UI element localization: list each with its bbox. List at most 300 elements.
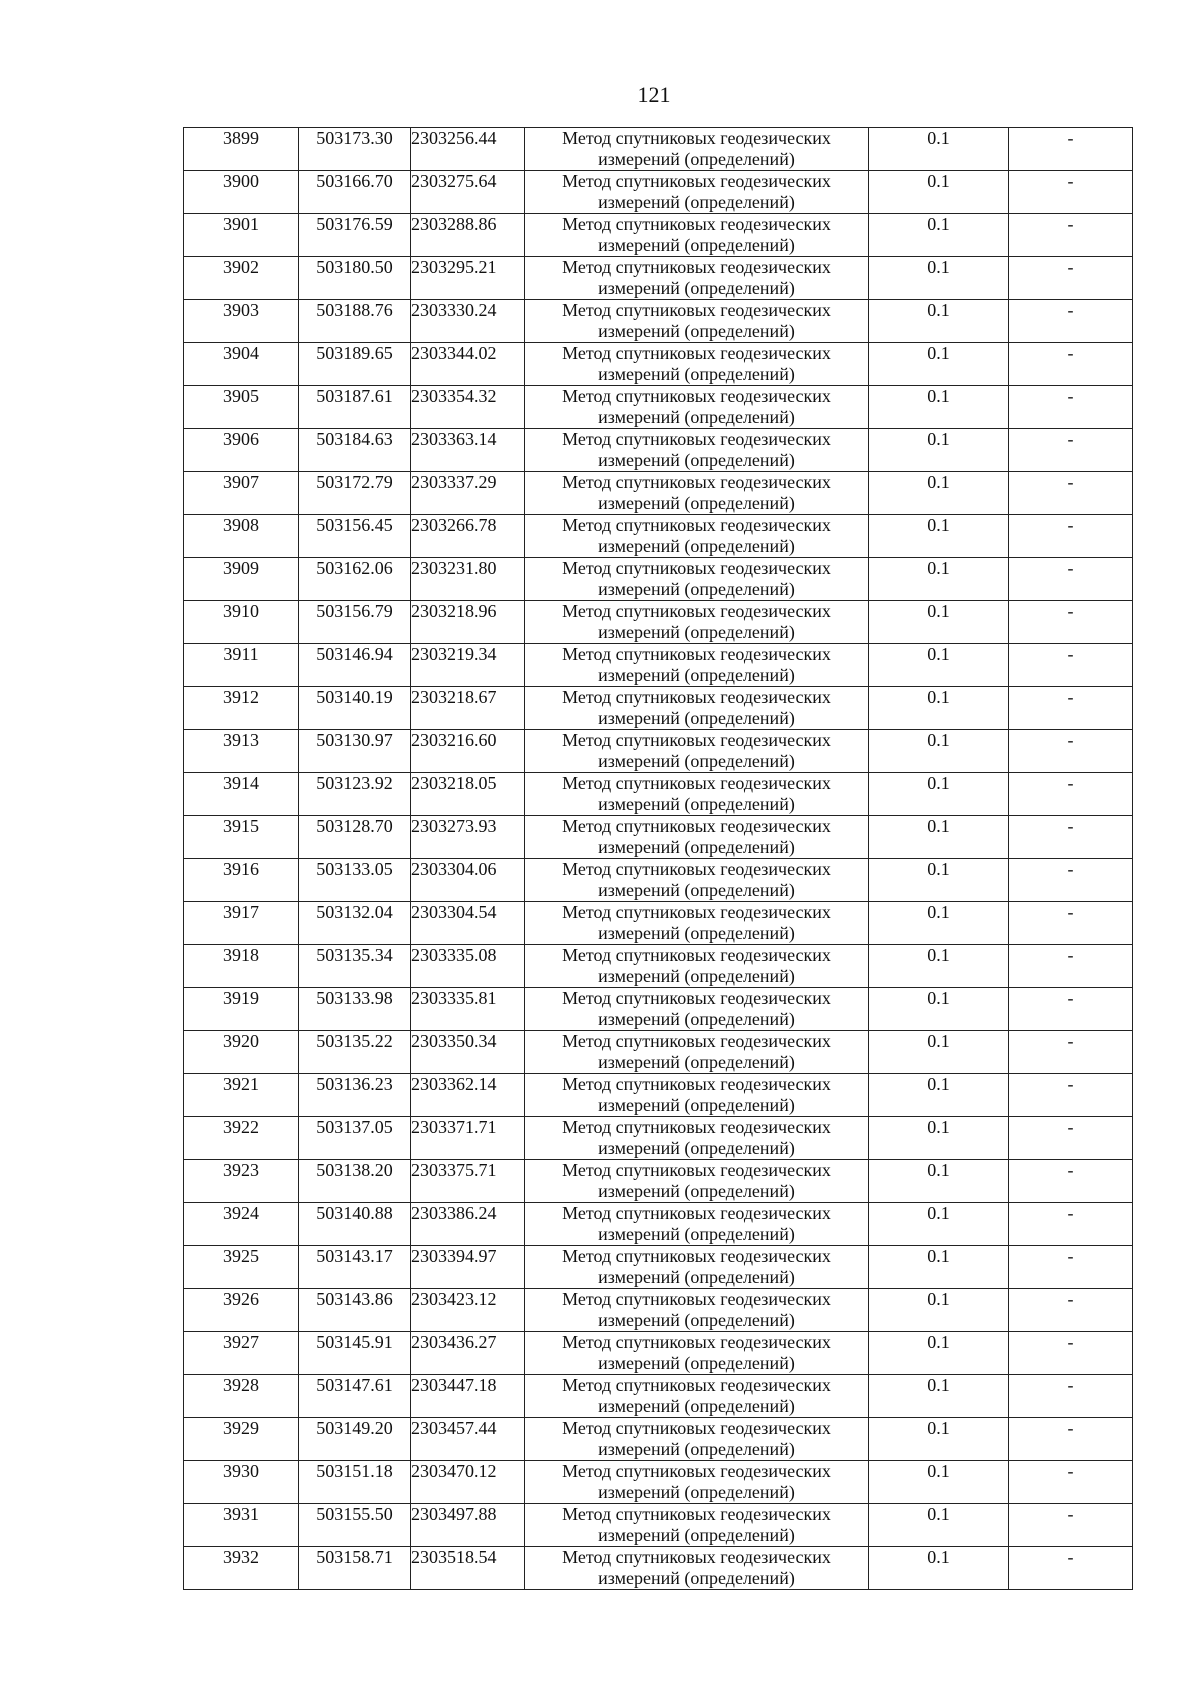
x-coordinate-cell: 503155.50 — [299, 1504, 411, 1547]
y-coordinate-cell: 2303335.81 — [411, 988, 525, 1031]
point-number-cell: 3908 — [184, 515, 299, 558]
accuracy-cell: 0.1 — [869, 472, 1009, 515]
method-line-1: Метод спутниковых геодезических — [562, 300, 831, 320]
accuracy-cell: 0.1 — [869, 1203, 1009, 1246]
method-line-1: Метод спутниковых геодезических — [562, 1031, 831, 1051]
table-row — [184, 257, 1133, 300]
x-coordinate-cell: 503143.86 — [299, 1289, 411, 1332]
method-line-2: измерений (определений) — [598, 751, 795, 771]
extra-cell: - — [1009, 1074, 1133, 1117]
x-coordinate-cell: 503123.92 — [299, 773, 411, 816]
method-line-1: Метод спутниковых геодезических — [562, 902, 831, 922]
method-line-1: Метод спутниковых геодезических — [562, 1504, 831, 1524]
y-coordinate-cell: 2303337.29 — [411, 472, 525, 515]
table-row — [184, 687, 1133, 730]
x-coordinate-cell: 503188.76 — [299, 300, 411, 343]
y-coordinate-cell: 2303354.32 — [411, 386, 525, 429]
x-coordinate-cell: 503135.22 — [299, 1031, 411, 1074]
y-coordinate-cell: 2303375.71 — [411, 1160, 525, 1203]
table-row — [184, 816, 1133, 859]
method-line-1: Метод спутниковых геодезических — [562, 601, 831, 621]
method-line-2: измерений (определений) — [598, 1009, 795, 1029]
method-line-1: Метод спутниковых геодезических — [562, 386, 831, 406]
method-cell — [525, 1246, 869, 1289]
accuracy-cell: 0.1 — [869, 902, 1009, 945]
table-row — [184, 1203, 1133, 1246]
x-coordinate-cell: 503136.23 — [299, 1074, 411, 1117]
accuracy-cell: 0.1 — [869, 730, 1009, 773]
table-row — [184, 515, 1133, 558]
x-coordinate-cell: 503173.30 — [299, 128, 411, 171]
extra-cell: - — [1009, 859, 1133, 902]
method-cell — [525, 859, 869, 902]
y-coordinate-cell: 2303304.06 — [411, 859, 525, 902]
accuracy-cell: 0.1 — [869, 386, 1009, 429]
table-row — [184, 171, 1133, 214]
extra-cell: - — [1009, 902, 1133, 945]
y-coordinate-cell: 2303273.93 — [411, 816, 525, 859]
point-number-cell: 3922 — [184, 1117, 299, 1160]
point-number-cell: 3919 — [184, 988, 299, 1031]
accuracy-cell: 0.1 — [869, 214, 1009, 257]
point-number-cell: 3899 — [184, 128, 299, 171]
method-line-1: Метод спутниковых геодезических — [562, 1418, 831, 1438]
table-row — [184, 1504, 1133, 1547]
method-cell — [525, 472, 869, 515]
table-row — [184, 902, 1133, 945]
x-coordinate-cell: 503156.45 — [299, 515, 411, 558]
extra-cell: - — [1009, 1031, 1133, 1074]
extra-cell: - — [1009, 1418, 1133, 1461]
method-line-1: Метод спутниковых геодезических — [562, 773, 831, 793]
method-line-2: измерений (определений) — [598, 235, 795, 255]
y-coordinate-cell: 2303335.08 — [411, 945, 525, 988]
table-row — [184, 558, 1133, 601]
table-row — [184, 730, 1133, 773]
accuracy-cell: 0.1 — [869, 945, 1009, 988]
method-line-2: измерений (определений) — [598, 364, 795, 384]
extra-cell: - — [1009, 730, 1133, 773]
x-coordinate-cell: 503162.06 — [299, 558, 411, 601]
method-line-1: Метод спутниковых геодезических — [562, 1461, 831, 1481]
accuracy-cell: 0.1 — [869, 1418, 1009, 1461]
extra-cell: - — [1009, 601, 1133, 644]
x-coordinate-cell: 503133.05 — [299, 859, 411, 902]
extra-cell: - — [1009, 429, 1133, 472]
method-cell — [525, 300, 869, 343]
method-line-1: Метод спутниковых геодезических — [562, 988, 831, 1008]
accuracy-cell: 0.1 — [869, 1375, 1009, 1418]
y-coordinate-cell: 2303457.44 — [411, 1418, 525, 1461]
method-cell — [525, 386, 869, 429]
point-number-cell: 3902 — [184, 257, 299, 300]
extra-cell: - — [1009, 1332, 1133, 1375]
accuracy-cell: 0.1 — [869, 1246, 1009, 1289]
method-line-1: Метод спутниковых геодезических — [562, 1160, 831, 1180]
method-line-2: измерений (определений) — [598, 1439, 795, 1459]
table-row — [184, 945, 1133, 988]
extra-cell: - — [1009, 257, 1133, 300]
method-line-2: измерений (определений) — [598, 966, 795, 986]
method-line-2: измерений (определений) — [598, 1181, 795, 1201]
method-cell — [525, 171, 869, 214]
y-coordinate-cell: 2303394.97 — [411, 1246, 525, 1289]
point-number-cell: 3928 — [184, 1375, 299, 1418]
method-cell — [525, 128, 869, 171]
method-line-1: Метод спутниковых геодезических — [562, 1289, 831, 1309]
point-number-cell: 3907 — [184, 472, 299, 515]
table-row — [184, 1461, 1133, 1504]
method-cell — [525, 429, 869, 472]
y-coordinate-cell: 2303371.71 — [411, 1117, 525, 1160]
method-line-2: измерений (определений) — [598, 278, 795, 298]
table-row — [184, 644, 1133, 687]
table-row — [184, 1375, 1133, 1418]
accuracy-cell: 0.1 — [869, 601, 1009, 644]
method-line-1: Метод спутниковых геодезических — [562, 171, 831, 191]
method-cell — [525, 773, 869, 816]
method-cell — [525, 730, 869, 773]
y-coordinate-cell: 2303447.18 — [411, 1375, 525, 1418]
extra-cell: - — [1009, 1246, 1133, 1289]
method-cell — [525, 1203, 869, 1246]
point-number-cell: 3909 — [184, 558, 299, 601]
table-row — [184, 1289, 1133, 1332]
table-row — [184, 773, 1133, 816]
point-number-cell: 3913 — [184, 730, 299, 773]
table-row — [184, 988, 1133, 1031]
accuracy-cell: 0.1 — [869, 1160, 1009, 1203]
method-cell — [525, 515, 869, 558]
method-line-2: измерений (определений) — [598, 1396, 795, 1416]
extra-cell: - — [1009, 1203, 1133, 1246]
method-line-2: измерений (определений) — [598, 923, 795, 943]
extra-cell: - — [1009, 1547, 1133, 1590]
method-line-2: измерений (определений) — [598, 493, 795, 513]
method-cell — [525, 558, 869, 601]
method-line-2: измерений (определений) — [598, 1310, 795, 1330]
method-line-2: измерений (определений) — [598, 708, 795, 728]
table-row — [184, 343, 1133, 386]
y-coordinate-cell: 2303218.05 — [411, 773, 525, 816]
point-number-cell: 3914 — [184, 773, 299, 816]
method-cell — [525, 1117, 869, 1160]
table-row — [184, 429, 1133, 472]
method-cell — [525, 1289, 869, 1332]
x-coordinate-cell: 503156.79 — [299, 601, 411, 644]
extra-cell: - — [1009, 1461, 1133, 1504]
method-line-2: измерений (определений) — [598, 665, 795, 685]
point-number-cell: 3916 — [184, 859, 299, 902]
point-number-cell: 3920 — [184, 1031, 299, 1074]
extra-cell: - — [1009, 1117, 1133, 1160]
table-row — [184, 214, 1133, 257]
coordinates-table — [183, 127, 1133, 1590]
table-row — [184, 601, 1133, 644]
x-coordinate-cell: 503138.20 — [299, 1160, 411, 1203]
x-coordinate-cell: 503176.59 — [299, 214, 411, 257]
extra-cell: - — [1009, 386, 1133, 429]
x-coordinate-cell: 503172.79 — [299, 472, 411, 515]
y-coordinate-cell: 2303218.96 — [411, 601, 525, 644]
table-row — [184, 300, 1133, 343]
method-line-2: измерений (определений) — [598, 1052, 795, 1072]
point-number-cell: 3923 — [184, 1160, 299, 1203]
method-line-1: Метод спутниковых геодезических — [562, 1547, 831, 1567]
method-line-2: измерений (определений) — [598, 1568, 795, 1588]
x-coordinate-cell: 503137.05 — [299, 1117, 411, 1160]
x-coordinate-cell: 503166.70 — [299, 171, 411, 214]
method-cell — [525, 1332, 869, 1375]
point-number-cell: 3930 — [184, 1461, 299, 1504]
extra-cell: - — [1009, 343, 1133, 386]
x-coordinate-cell: 503132.04 — [299, 902, 411, 945]
x-coordinate-cell: 503187.61 — [299, 386, 411, 429]
x-coordinate-cell: 503180.50 — [299, 257, 411, 300]
extra-cell: - — [1009, 945, 1133, 988]
method-line-1: Метод спутниковых геодезических — [562, 128, 831, 148]
extra-cell: - — [1009, 1504, 1133, 1547]
x-coordinate-cell: 503145.91 — [299, 1332, 411, 1375]
method-line-1: Метод спутниковых геодезических — [562, 558, 831, 578]
method-line-2: измерений (определений) — [598, 407, 795, 427]
table-row — [184, 1074, 1133, 1117]
extra-cell: - — [1009, 171, 1133, 214]
x-coordinate-cell: 503151.18 — [299, 1461, 411, 1504]
point-number-cell: 3931 — [184, 1504, 299, 1547]
method-cell — [525, 214, 869, 257]
method-line-1: Метод спутниковых геодезических — [562, 214, 831, 234]
x-coordinate-cell: 503133.98 — [299, 988, 411, 1031]
accuracy-cell: 0.1 — [869, 343, 1009, 386]
table-row — [184, 1117, 1133, 1160]
y-coordinate-cell: 2303350.34 — [411, 1031, 525, 1074]
x-coordinate-cell: 503140.19 — [299, 687, 411, 730]
extra-cell: - — [1009, 644, 1133, 687]
x-coordinate-cell: 503149.20 — [299, 1418, 411, 1461]
x-coordinate-cell: 503130.97 — [299, 730, 411, 773]
method-line-2: измерений (определений) — [598, 794, 795, 814]
method-line-2: измерений (определений) — [598, 837, 795, 857]
accuracy-cell: 0.1 — [869, 773, 1009, 816]
method-line-2: измерений (определений) — [598, 1353, 795, 1373]
method-cell — [525, 1074, 869, 1117]
y-coordinate-cell: 2303362.14 — [411, 1074, 525, 1117]
point-number-cell: 3918 — [184, 945, 299, 988]
table-row — [184, 386, 1133, 429]
method-line-2: измерений (определений) — [598, 1224, 795, 1244]
method-cell — [525, 1160, 869, 1203]
y-coordinate-cell: 2303436.27 — [411, 1332, 525, 1375]
y-coordinate-cell: 2303330.24 — [411, 300, 525, 343]
accuracy-cell: 0.1 — [869, 1504, 1009, 1547]
method-cell — [525, 601, 869, 644]
y-coordinate-cell: 2303256.44 — [411, 128, 525, 171]
extra-cell: - — [1009, 472, 1133, 515]
method-line-1: Метод спутниковых геодезических — [562, 687, 831, 707]
method-cell — [525, 644, 869, 687]
method-cell — [525, 1547, 869, 1590]
accuracy-cell: 0.1 — [869, 515, 1009, 558]
x-coordinate-cell: 503147.61 — [299, 1375, 411, 1418]
accuracy-cell: 0.1 — [869, 257, 1009, 300]
y-coordinate-cell: 2303470.12 — [411, 1461, 525, 1504]
extra-cell: - — [1009, 988, 1133, 1031]
method-line-2: измерений (определений) — [598, 1138, 795, 1158]
method-cell — [525, 1461, 869, 1504]
method-line-1: Метод спутниковых геодезических — [562, 816, 831, 836]
method-cell — [525, 343, 869, 386]
method-line-1: Метод спутниковых геодезических — [562, 945, 831, 965]
method-line-2: измерений (определений) — [598, 1482, 795, 1502]
y-coordinate-cell: 2303518.54 — [411, 1547, 525, 1590]
accuracy-cell: 0.1 — [869, 558, 1009, 601]
y-coordinate-cell: 2303304.54 — [411, 902, 525, 945]
accuracy-cell: 0.1 — [869, 1031, 1009, 1074]
x-coordinate-cell: 503189.65 — [299, 343, 411, 386]
accuracy-cell: 0.1 — [869, 1547, 1009, 1590]
y-coordinate-cell: 2303295.21 — [411, 257, 525, 300]
extra-cell: - — [1009, 773, 1133, 816]
y-coordinate-cell: 2303288.86 — [411, 214, 525, 257]
x-coordinate-cell: 503146.94 — [299, 644, 411, 687]
method-line-1: Метод спутниковых геодезических — [562, 343, 831, 363]
accuracy-cell: 0.1 — [869, 1074, 1009, 1117]
accuracy-cell: 0.1 — [869, 1289, 1009, 1332]
point-number-cell: 3926 — [184, 1289, 299, 1332]
table-row — [184, 1332, 1133, 1375]
point-number-cell: 3915 — [184, 816, 299, 859]
accuracy-cell: 0.1 — [869, 171, 1009, 214]
table-row — [184, 1246, 1133, 1289]
method-line-2: измерений (определений) — [598, 1525, 795, 1545]
accuracy-cell: 0.1 — [869, 300, 1009, 343]
extra-cell: - — [1009, 515, 1133, 558]
method-cell — [525, 945, 869, 988]
method-line-2: измерений (определений) — [598, 579, 795, 599]
point-number-cell: 3912 — [184, 687, 299, 730]
coordinates-table-body — [184, 128, 1133, 1590]
method-cell — [525, 687, 869, 730]
method-line-1: Метод спутниковых геодезических — [562, 1246, 831, 1266]
accuracy-cell: 0.1 — [869, 1461, 1009, 1504]
x-coordinate-cell: 503158.71 — [299, 1547, 411, 1590]
y-coordinate-cell: 2303344.02 — [411, 343, 525, 386]
page-number: 121 — [637, 82, 671, 107]
method-line-2: измерений (определений) — [598, 321, 795, 341]
method-line-2: измерений (определений) — [598, 536, 795, 556]
point-number-cell: 3906 — [184, 429, 299, 472]
extra-cell: - — [1009, 687, 1133, 730]
point-number-cell: 3932 — [184, 1547, 299, 1590]
x-coordinate-cell: 503140.88 — [299, 1203, 411, 1246]
method-line-2: измерений (определений) — [598, 880, 795, 900]
table-row — [184, 859, 1133, 902]
y-coordinate-cell: 2303423.12 — [411, 1289, 525, 1332]
method-line-1: Метод спутниковых геодезических — [562, 1203, 831, 1223]
method-cell — [525, 816, 869, 859]
method-line-1: Метод спутниковых геодезических — [562, 859, 831, 879]
point-number-cell: 3924 — [184, 1203, 299, 1246]
point-number-cell: 3904 — [184, 343, 299, 386]
point-number-cell: 3903 — [184, 300, 299, 343]
point-number-cell: 3910 — [184, 601, 299, 644]
accuracy-cell: 0.1 — [869, 128, 1009, 171]
extra-cell: - — [1009, 1375, 1133, 1418]
method-cell — [525, 1375, 869, 1418]
table-row — [184, 1031, 1133, 1074]
method-line-2: измерений (определений) — [598, 1267, 795, 1287]
point-number-cell: 3905 — [184, 386, 299, 429]
extra-cell: - — [1009, 1160, 1133, 1203]
method-cell — [525, 1504, 869, 1547]
point-number-cell: 3917 — [184, 902, 299, 945]
method-line-1: Метод спутниковых геодезических — [562, 1117, 831, 1137]
extra-cell: - — [1009, 558, 1133, 601]
method-line-2: измерений (определений) — [598, 622, 795, 642]
method-line-1: Метод спутниковых геодезических — [562, 730, 831, 750]
y-coordinate-cell: 2303363.14 — [411, 429, 525, 472]
accuracy-cell: 0.1 — [869, 988, 1009, 1031]
y-coordinate-cell: 2303386.24 — [411, 1203, 525, 1246]
x-coordinate-cell: 503184.63 — [299, 429, 411, 472]
x-coordinate-cell: 503143.17 — [299, 1246, 411, 1289]
y-coordinate-cell: 2303497.88 — [411, 1504, 525, 1547]
table-row — [184, 1418, 1133, 1461]
point-number-cell: 3901 — [184, 214, 299, 257]
point-number-cell: 3927 — [184, 1332, 299, 1375]
extra-cell: - — [1009, 128, 1133, 171]
y-coordinate-cell: 2303266.78 — [411, 515, 525, 558]
extra-cell: - — [1009, 816, 1133, 859]
accuracy-cell: 0.1 — [869, 1117, 1009, 1160]
method-cell — [525, 1418, 869, 1461]
y-coordinate-cell: 2303219.34 — [411, 644, 525, 687]
accuracy-cell: 0.1 — [869, 429, 1009, 472]
accuracy-cell: 0.1 — [869, 859, 1009, 902]
x-coordinate-cell: 503128.70 — [299, 816, 411, 859]
y-coordinate-cell: 2303218.67 — [411, 687, 525, 730]
method-line-1: Метод спутниковых геодезических — [562, 429, 831, 449]
accuracy-cell: 0.1 — [869, 816, 1009, 859]
point-number-cell: 3900 — [184, 171, 299, 214]
extra-cell: - — [1009, 300, 1133, 343]
point-number-cell: 3925 — [184, 1246, 299, 1289]
method-line-2: измерений (определений) — [598, 450, 795, 470]
y-coordinate-cell: 2303275.64 — [411, 171, 525, 214]
method-line-2: измерений (определений) — [598, 192, 795, 212]
method-cell — [525, 257, 869, 300]
method-line-1: Метод спутниковых геодезических — [562, 472, 831, 492]
method-line-1: Метод спутниковых геодезических — [562, 515, 831, 535]
x-coordinate-cell: 503135.34 — [299, 945, 411, 988]
method-line-1: Метод спутниковых геодезических — [562, 1074, 831, 1094]
table-row — [184, 472, 1133, 515]
accuracy-cell: 0.1 — [869, 1332, 1009, 1375]
y-coordinate-cell: 2303231.80 — [411, 558, 525, 601]
table-row — [184, 1547, 1133, 1590]
method-line-1: Метод спутниковых геодезических — [562, 257, 831, 277]
method-cell — [525, 988, 869, 1031]
accuracy-cell: 0.1 — [869, 687, 1009, 730]
extra-cell: - — [1009, 214, 1133, 257]
method-cell — [525, 902, 869, 945]
method-cell — [525, 1031, 869, 1074]
table-row — [184, 1160, 1133, 1203]
point-number-cell: 3921 — [184, 1074, 299, 1117]
table-row — [184, 128, 1133, 171]
method-line-1: Метод спутниковых геодезических — [562, 644, 831, 664]
